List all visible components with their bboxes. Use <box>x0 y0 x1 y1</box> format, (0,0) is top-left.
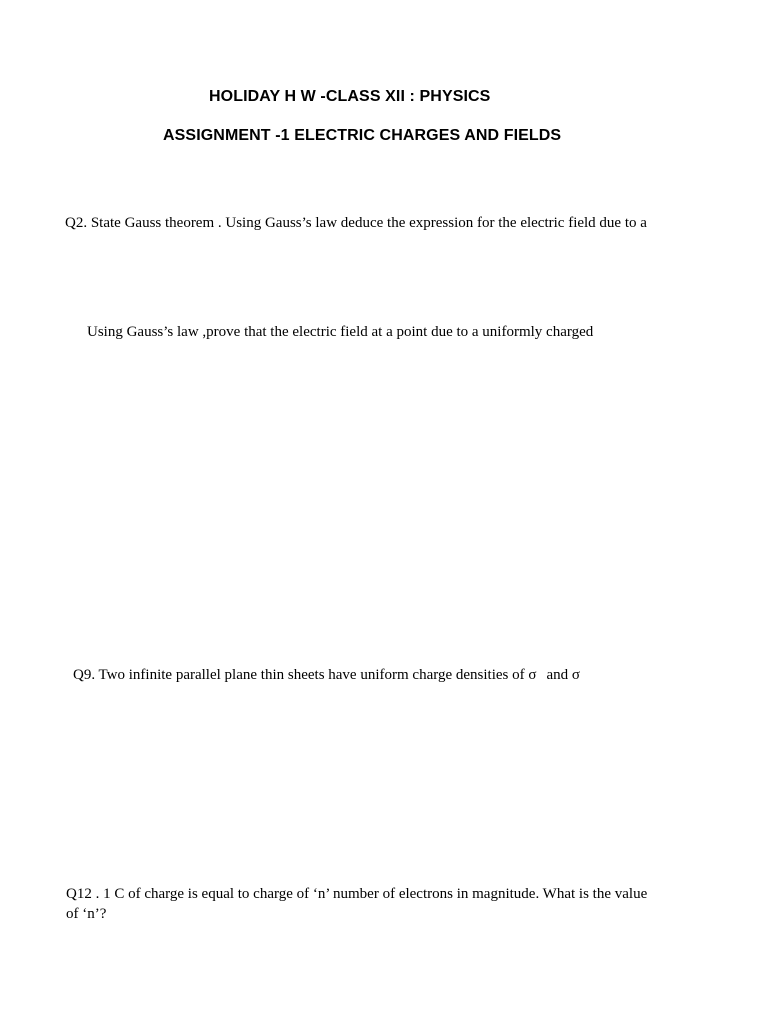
question-q12 <box>66 884 686 924</box>
document-title: HOLIDAY H W -CLASS XII : PHYSICS <box>209 88 491 105</box>
question-q9-part1: Q9. Two infinite parallel plane thin sheets have uniform charge densities of σ <box>73 667 537 683</box>
question-gauss-law-proof: Using Gauss’s law ,prove that the electric field at a point due to a uniformly charged <box>87 324 594 340</box>
assignment-title: ASSIGNMENT -1 ELECTRIC CHARGES AND FIELDS <box>163 127 562 144</box>
question-q9-part2: and σ <box>546 667 580 683</box>
question-q12-line2: of ‘n’? <box>66 906 107 922</box>
question-q12-line1: Q12 . 1 C of charge is equal to charge of ‘n’ number of electrons in magnitude. What is the value <box>66 886 648 902</box>
question-q9 <box>73 665 580 685</box>
question-q2: Q2. State Gauss theorem . Using Gauss’s law deduce the expression for the electric field due to a <box>65 215 647 231</box>
